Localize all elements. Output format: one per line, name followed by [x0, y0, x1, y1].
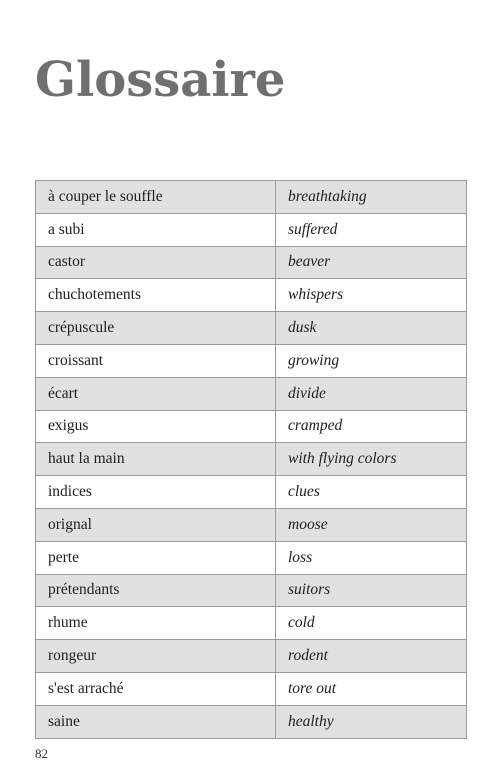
french-term: saine: [36, 705, 276, 738]
table-row: [36, 213, 467, 246]
french-term: indices: [36, 476, 276, 509]
french-term: orignal: [36, 508, 276, 541]
french-term: exigus: [36, 410, 276, 443]
table-row: [36, 672, 467, 705]
table-row: [36, 377, 467, 410]
english-translation: clues: [276, 476, 467, 509]
french-term: crépuscule: [36, 312, 276, 345]
table-row: [36, 279, 467, 312]
french-term: écart: [36, 377, 276, 410]
english-translation: cramped: [276, 410, 467, 443]
page-number: 82: [35, 746, 48, 761]
table-row: [36, 476, 467, 509]
english-translation: dusk: [276, 312, 467, 345]
english-translation: with flying colors: [276, 443, 467, 476]
french-term: castor: [36, 246, 276, 279]
table-row: [36, 508, 467, 541]
english-translation: cold: [276, 607, 467, 640]
table-row: [36, 181, 467, 214]
table-row: [36, 344, 467, 377]
table-row: [36, 443, 467, 476]
table-row: [36, 607, 467, 640]
french-term: a subi: [36, 213, 276, 246]
english-translation: suffered: [276, 213, 467, 246]
english-translation: divide: [276, 377, 467, 410]
table-row: [36, 312, 467, 345]
french-term: perte: [36, 541, 276, 574]
english-translation: tore out: [276, 672, 467, 705]
glossary-table: [35, 180, 467, 739]
english-translation: healthy: [276, 705, 467, 738]
french-term: haut la main: [36, 443, 276, 476]
english-translation: loss: [276, 541, 467, 574]
french-term: prétendants: [36, 574, 276, 607]
table-row: [36, 541, 467, 574]
french-term: à couper le souffle: [36, 181, 276, 214]
table-row: [36, 574, 467, 607]
page-title: Glossaire: [35, 52, 286, 108]
english-translation: suitors: [276, 574, 467, 607]
table-row: [36, 705, 467, 738]
french-term: chuchotements: [36, 279, 276, 312]
english-translation: growing: [276, 344, 467, 377]
glossary-table-body: [36, 181, 467, 739]
english-translation: breathtaking: [276, 181, 467, 214]
english-translation: rodent: [276, 640, 467, 673]
french-term: rongeur: [36, 640, 276, 673]
table-row: [36, 410, 467, 443]
table-row: [36, 640, 467, 673]
french-term: s'est arraché: [36, 672, 276, 705]
english-translation: moose: [276, 508, 467, 541]
english-translation: whispers: [276, 279, 467, 312]
french-term: rhume: [36, 607, 276, 640]
english-translation: beaver: [276, 246, 467, 279]
french-term: croissant: [36, 344, 276, 377]
table-row: [36, 246, 467, 279]
